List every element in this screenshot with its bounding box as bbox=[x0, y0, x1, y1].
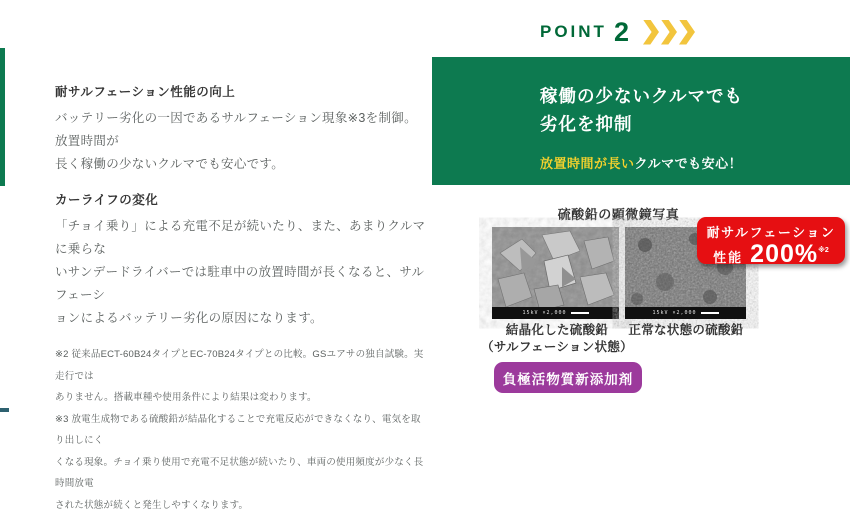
badge-footnote-ref: ※2 bbox=[818, 246, 829, 254]
footnote-3-line: された状態が続くと発生しやすくなります。 bbox=[55, 495, 427, 516]
caption-normal: 正常な状態の硫酸鉛 bbox=[616, 322, 756, 339]
section-heading-carlife: カーライフの変化 bbox=[55, 190, 427, 208]
body-text-line: 長く稼働の少ないクルマでも安心です。 bbox=[55, 153, 427, 176]
micrograph-title: 硫酸鉛の顕微鏡写真 bbox=[492, 204, 745, 223]
point-header bbox=[540, 16, 695, 48]
chevron-right-icon bbox=[641, 20, 695, 45]
caption-crystallized bbox=[478, 322, 636, 355]
point-number: 2 bbox=[614, 19, 629, 46]
panel-headline-line1: 稼働の少ないクルマでも bbox=[540, 82, 850, 110]
left-text-column bbox=[55, 82, 427, 516]
badge-value-row bbox=[697, 240, 845, 269]
footnote-3-line: ※3 放電生成物である硫酸鉛が結晶化することで充電反応ができなくなり、電気を取り出しにく bbox=[55, 409, 427, 452]
sem-crystal-texture bbox=[492, 227, 619, 319]
corner-artifact bbox=[0, 408, 9, 412]
footnote-2-line: ありません。搭載車種や使用条件により結果は変わります。 bbox=[55, 387, 427, 409]
footnote-3-line: くなる現象。チョイ乗り使用で充電不足状態が続いたり、車両の使用頻度が少なく長時間放電 bbox=[55, 452, 427, 495]
panel-subtitle bbox=[540, 153, 850, 172]
badge-title: 耐サルフェーション bbox=[697, 222, 845, 241]
body-text-line: 「チョイ乗り」による充電不足が続いたり、また、あまりクルマに乗らな bbox=[55, 215, 427, 261]
footnotes bbox=[55, 344, 427, 516]
badge-label: 性能 bbox=[713, 247, 743, 266]
sem-metadata-bar bbox=[625, 307, 746, 319]
caption-line: 結晶化した硫酸鉛 bbox=[478, 322, 636, 339]
panel-headline-line2: 劣化を抑制 bbox=[540, 110, 850, 138]
sem-scale-bar bbox=[701, 312, 719, 314]
adjacent-panel-sliver bbox=[0, 48, 5, 186]
performance-badge bbox=[697, 217, 845, 264]
sem-metadata-bar bbox=[492, 307, 619, 319]
chevron-right-icon bbox=[679, 20, 695, 45]
point-label: POINT bbox=[540, 22, 607, 42]
section-heading-sulfation: 耐サルフェーション性能の向上 bbox=[55, 82, 427, 100]
body-text-line: いサンデードライバーでは駐車中の放置時間が長くなると、サルフェーシ bbox=[55, 261, 427, 307]
badge-value: 200% bbox=[750, 240, 818, 269]
panel-subtitle-highlight: 放置時間が長い bbox=[540, 156, 635, 171]
sem-scale-bar bbox=[571, 312, 589, 314]
sem-metadata-text: 15kV ×2,000 bbox=[522, 310, 566, 316]
sem-metadata-text: 15kV ×2,000 bbox=[652, 310, 696, 316]
chevron-right-icon bbox=[661, 20, 677, 45]
body-text-line: バッテリー劣化の一因であるサルフェーション現象※3を制御。放置時間が bbox=[55, 107, 427, 153]
panel-subtitle-rest: クルマでも安心！ bbox=[635, 156, 743, 171]
chevron-right-icon bbox=[643, 20, 659, 45]
green-headline-panel bbox=[432, 57, 850, 185]
footnote-2-line: ※2 従来品ECT-60B24タイプとEC-70B24タイプとの比較。GSユアサの独自試験。実走行では bbox=[55, 344, 427, 387]
additive-badge: 負極活物質新添加剤 bbox=[494, 362, 642, 393]
caption-line: （サルフェーション状態） bbox=[478, 339, 636, 356]
micrograph-crystallized-image bbox=[492, 227, 619, 319]
body-text-line: ョンによるバッテリー劣化の原因になります。 bbox=[55, 307, 427, 330]
